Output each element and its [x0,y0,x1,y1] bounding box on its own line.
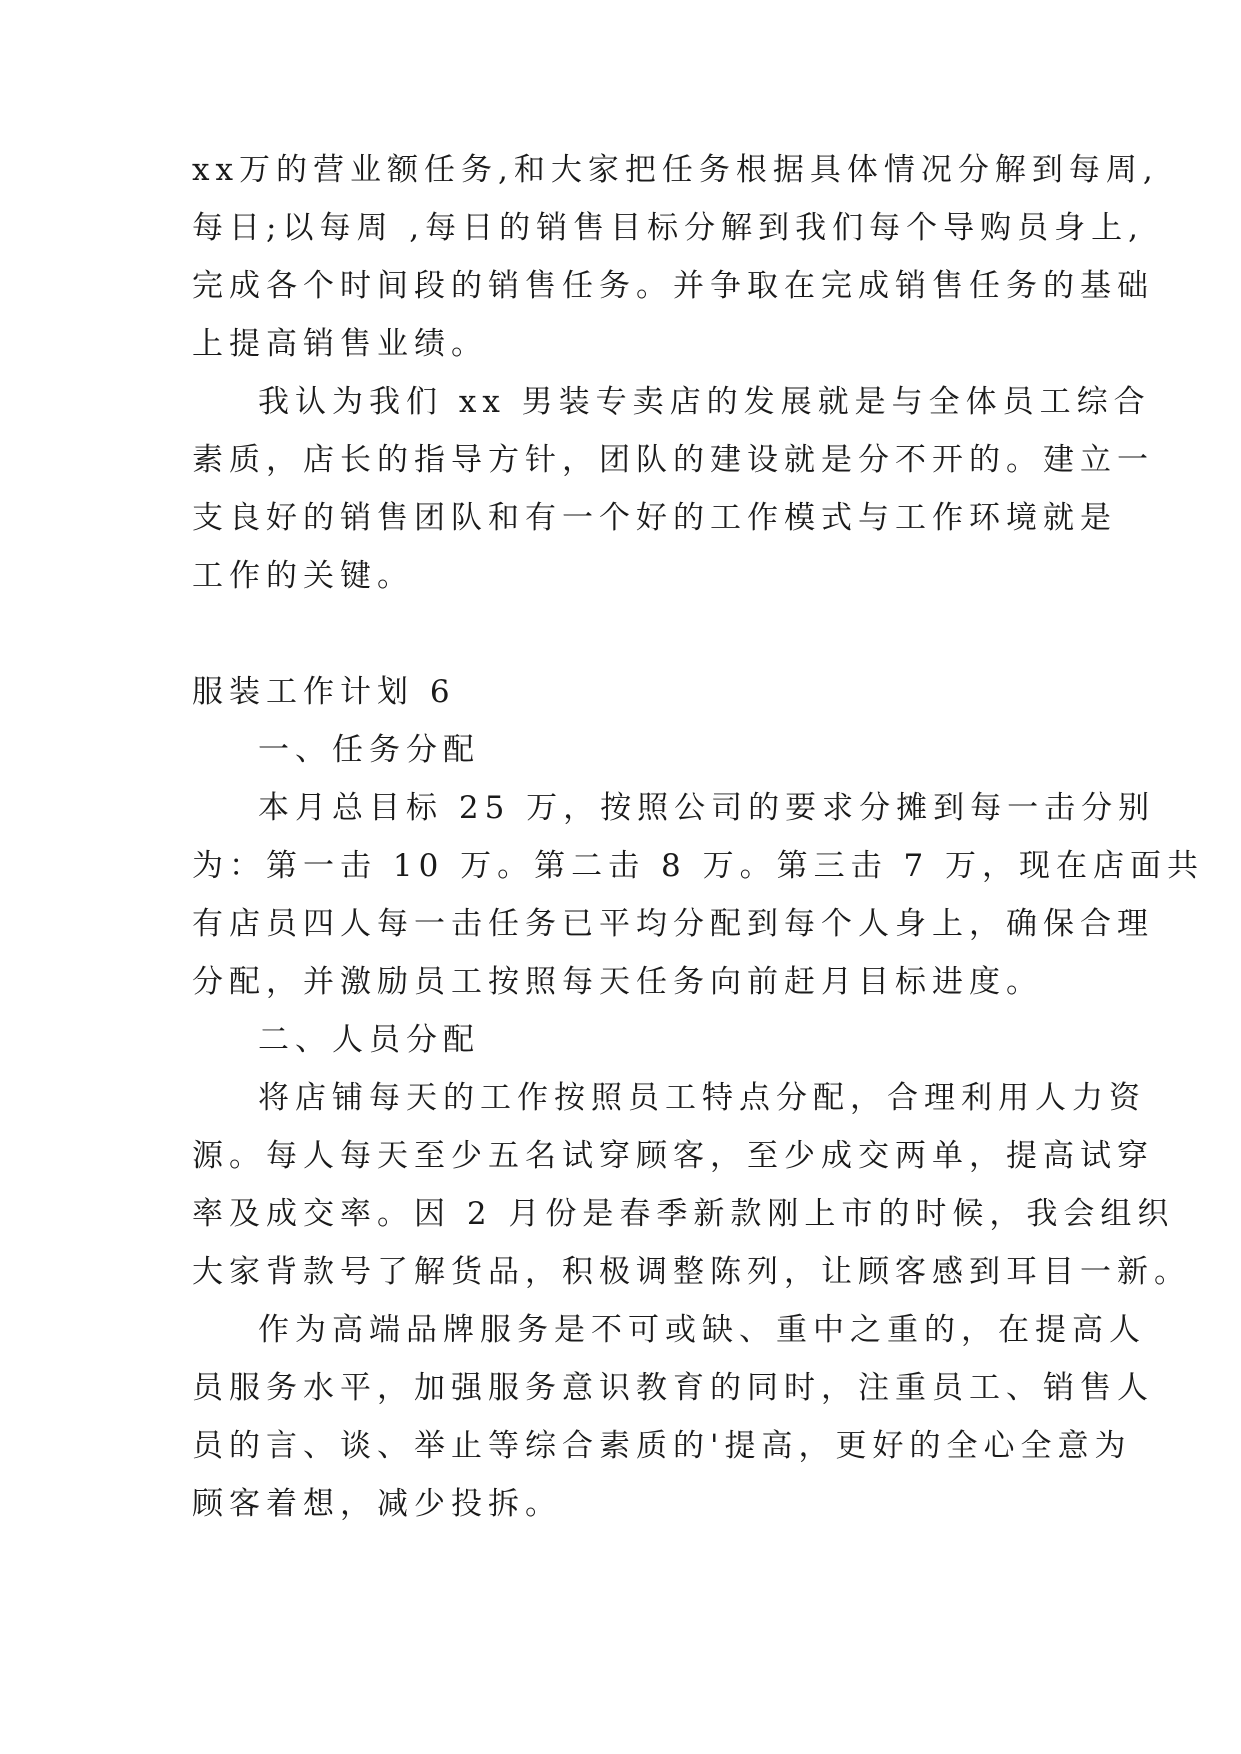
paragraph-line: 员的言、谈、举止等综合素质的'提高，更好的全心全意为 [192,1428,1132,1464]
subsection-heading: 二、人员分配 [258,1022,480,1058]
paragraph-line: 将店铺每天的工作按照员工特点分配，合理利用人力资 [258,1080,1146,1116]
paragraph-line: 大家背款号了解货品，积极调整陈列，让顾客感到耳目一新。 [192,1254,1191,1290]
paragraph-line: 为：第一击 10 万。第二击 8 万。第三击 7 万，现在店面共 [192,848,1205,884]
paragraph-line: 分配，并激励员工按照每天任务向前赶月目标进度。 [192,964,1043,1000]
paragraph-line: 率及成交率。因 2 月份是春季新款刚上市的时候，我会组织 [192,1196,1175,1232]
paragraph-line: 完成各个时间段的销售任务。并争取在完成销售任务的基础 [192,268,1154,304]
paragraph-line: 有店员四人每一击任务已平均分配到每个人身上，确保合理 [192,906,1154,942]
paragraph-line: 我认为我们 xx 男装专卖店的发展就是与全体员工综合 [258,384,1151,420]
paragraph-line: 本月总目标 25 万，按照公司的要求分摊到每一击分别 [258,790,1156,826]
subsection-heading: 一、任务分配 [258,732,480,768]
paragraph-line: 源。每人每天至少五名试穿顾客，至少成交两单，提高试穿 [192,1138,1154,1174]
paragraph-line: 作为高端品牌服务是不可或缺、重中之重的，在提高人 [258,1312,1146,1348]
paragraph-line: 顾客着想，减少投拆。 [192,1486,562,1522]
paragraph-line: 支良好的销售团队和有一个好的工作模式与工作环境就是 [192,500,1117,536]
paragraph-line: 素质，店长的指导方针，团队的建设就是分不开的。建立一 [192,442,1154,478]
paragraph-line: 员服务水平，加强服务意识教育的同时，注重员工、销售人 [192,1370,1154,1406]
section-title: 服装工作计划 6 [192,674,456,710]
paragraph-line: xx万的营业额任务,和大家把任务根据具体情况分解到每周, [192,152,1159,188]
paragraph-line: 工作的关键。 [192,558,414,594]
paragraph-line: 每日;以每周 ,每日的销售目标分解到我们每个导购员身上, [192,210,1145,246]
paragraph-line: 上提高销售业绩。 [192,326,488,362]
